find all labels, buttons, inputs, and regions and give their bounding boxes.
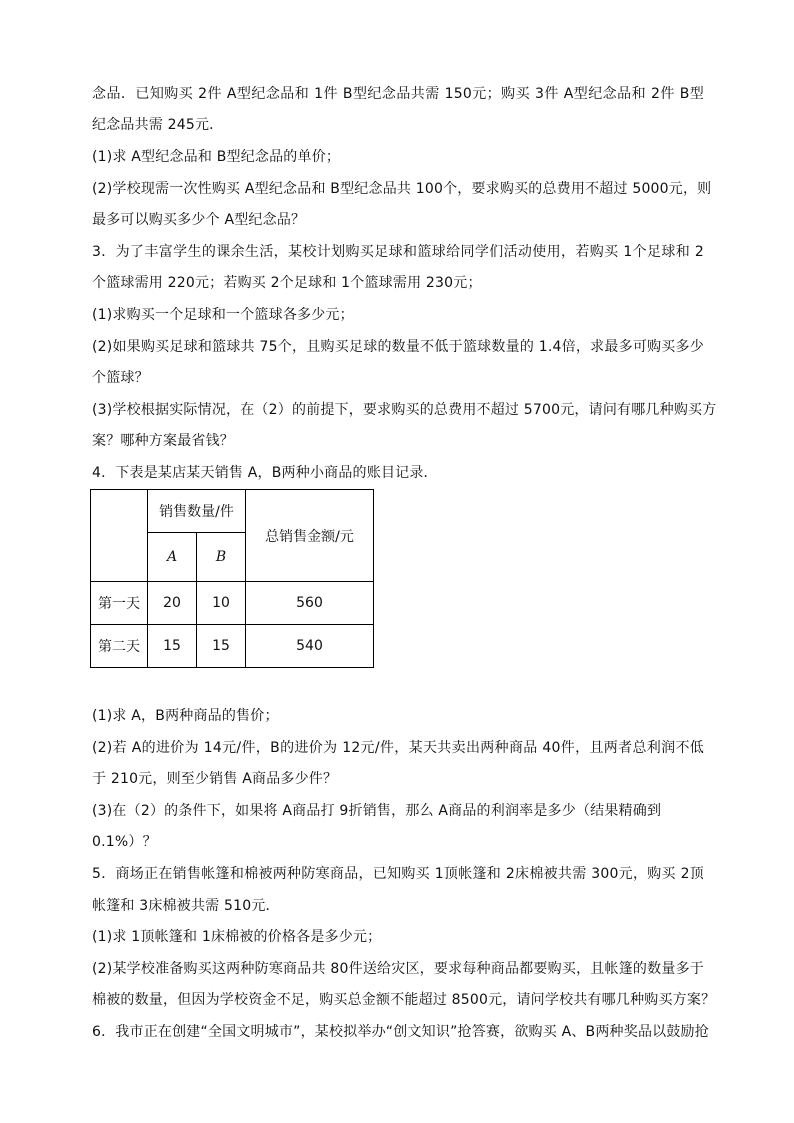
table-header-a: A [148, 533, 197, 582]
text-line: (1)求 1顶帐篷和 1床棉被的价格各是多少元； [92, 929, 382, 945]
question-3-title: 3．为了丰富学生的课余生活，某校计划购买足球和篮球给同学们活动使用，若购买 1个足球和 2 [92, 244, 704, 260]
table-cell-day: 第二天 [91, 625, 148, 668]
text-line: 于 210元，则至少销售 A商品多少件？ [92, 771, 338, 787]
text-line: 念品．已知购买 2件 A型纪念品和 1件 B型纪念品共需 150元；购买 3件 A型纪念品和 2件 B型 [92, 86, 704, 102]
table-row [91, 582, 374, 625]
table-cell-total: 540 [246, 625, 374, 668]
text-line: (1)求 A，B两种商品的售价； [92, 708, 279, 724]
table-cell-b: 15 [197, 625, 246, 668]
text-line: (2)学校现需一次性购买 A型纪念品和 B型纪念品共 100个，要求购买的总费用不超过 5000元，则 [92, 181, 712, 197]
text-line: (2)如果购买足球和篮球共 75个，且购买足球的数量不低于篮球数量的 1.4倍，求最多可购买多少 [92, 339, 704, 355]
text-line: (2)某学校准备购买这两种防寒商品共 80件送给灾区，要求每种商品都要购买，且帐篷的数量多于 [92, 961, 704, 977]
text-line: 帐篷和 3床棉被共需 510元． [92, 898, 280, 914]
text-line: 0.1%）？ [92, 834, 157, 850]
sales-record-table [90, 489, 374, 668]
text-line: (1)求购买一个足球和一个篮球各多少元； [92, 307, 354, 323]
table-header-quantity: 销售数量/件 [148, 490, 246, 533]
table-corner-cell [91, 490, 148, 582]
question-4-title: 4．下表是某店某天销售 A，B两种小商品的账目记录． [92, 465, 438, 481]
text-line: (3)学校根据实际情况，在（2）的前提下，要求购买的总费用不超过 5700元，请问有哪几种购买方 [92, 402, 717, 418]
text-line: (1)求 A型纪念品和 B型纪念品的单价； [92, 149, 341, 165]
text-line: 案？哪种方案最省钱？ [92, 433, 234, 449]
text-line: 个篮球？ [92, 370, 149, 386]
text-line: 最多可以购买多少个 A型纪念品？ [92, 212, 306, 228]
text-line: (2)若 A的进价为 14元/件，B的进价为 12元/件，某天共卖出两种商品 40件，且两者总利润不低 [92, 740, 704, 756]
text-line: 纪念品共需 245元． [92, 117, 224, 133]
table-cell-day: 第一天 [91, 582, 148, 625]
table-cell-total: 560 [246, 582, 374, 625]
table-cell-a: 15 [148, 625, 197, 668]
text-line: 个篮球需用 220元；若购买 2个足球和 1个篮球需用 230元； [92, 275, 482, 291]
table-header-b: B [197, 533, 246, 582]
question-5-title: 5．商场正在销售帐篷和棉被两种防寒商品，已知购买 1顶帐篷和 2床棉被共需 300元，购买 2顶 [92, 866, 704, 882]
table-header-total: 总销售金额/元 [246, 490, 374, 582]
question-6-title: 6．我市正在创建“全国文明城市”，某校拟举办“创文知识”抢答赛，欲购买 A、B两种奖品以鼓励抢 [92, 1024, 709, 1040]
table-row [91, 625, 374, 668]
text-line: 棉被的数量，但因为学校资金不足，购买总金额不能超过 8500元，请问学校共有哪几种购买方案？ [92, 992, 716, 1008]
text-line: (3)在（2）的条件下，如果将 A商品打 9折销售，那么 A商品的利润率是多少（结果精确到 [92, 803, 662, 819]
table-cell-b: 10 [197, 582, 246, 625]
table-cell-a: 20 [148, 582, 197, 625]
